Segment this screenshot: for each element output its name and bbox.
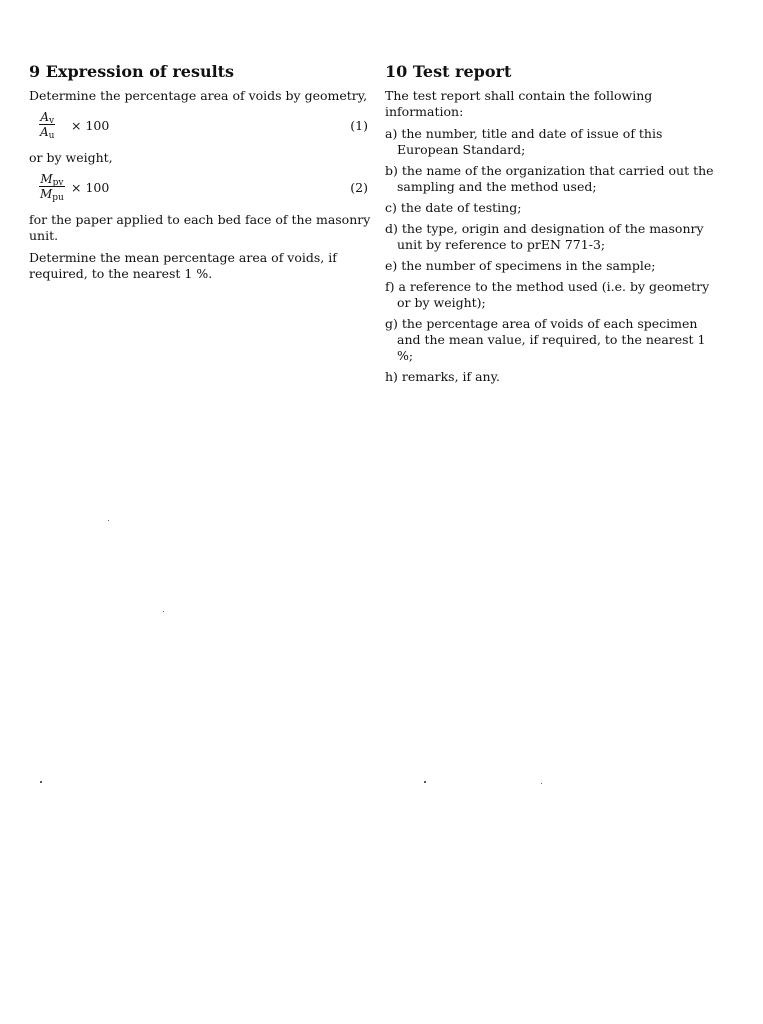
mean-voids-text: Determine the mean percentage area of voids, if required, to the nearest 1 %. (29, 250, 337, 281)
formula-2 (29, 172, 374, 208)
formula-2-denominator: $M_{pu}$ (40, 187, 64, 203)
formula-1-denominator: $A_u$ (40, 125, 55, 141)
scan-speck (40, 781, 42, 783)
formula-1 (29, 110, 374, 146)
scan-speck (424, 781, 426, 783)
section-10-intro: The test report shall contain the following information: (385, 88, 653, 119)
section-9-heading: 9 Expression of results (29, 62, 235, 81)
report-item-e: e) the number of specimens in the sample; (385, 258, 656, 273)
formula-1-numerator: $A_v$ (40, 110, 55, 126)
report-item-c: c) the date of testing; (385, 200, 522, 215)
for-paper-text: for the paper applied to each bed face of the masonry unit. (29, 212, 371, 243)
scan-speck (108, 520, 109, 521)
formula-1-multiplier: × 100 (71, 118, 110, 133)
formula-2-fraction (39, 172, 65, 201)
section-10-heading: 10 Test report (385, 62, 512, 81)
report-item-g: g) the percentage area of voids of each specimen and the mean value, if required, to the nearest 1 %; (385, 316, 706, 363)
formula-2-numerator: $M_{pv}$ (40, 172, 64, 188)
report-item-f: f) a reference to the method used (i.e. by geometry or by weight); (385, 279, 710, 310)
formula-2-multiplier: × 100 (71, 180, 110, 195)
formula-2-number: (2) (350, 180, 368, 195)
section-9 (29, 62, 374, 288)
report-item-h: h) remarks, if any. (385, 369, 500, 384)
report-item-a: a) the number, title and date of issue of this European Standard; (385, 126, 663, 157)
or-by-weight-text: or by weight, (29, 150, 113, 165)
scan-speck (163, 611, 164, 612)
formula-1-fraction (39, 110, 55, 139)
formula-1-number: (1) (350, 118, 368, 133)
section-10 (385, 62, 730, 390)
section-9-intro: Determine the percentage area of voids by geometry, (29, 88, 368, 103)
report-item-d: d) the type, origin and designation of the masonry unit by reference to prEN 771-3; (385, 221, 704, 252)
scan-speck (541, 783, 542, 784)
report-item-b: b) the name of the organization that carried out the sampling and the method used; (385, 163, 714, 194)
